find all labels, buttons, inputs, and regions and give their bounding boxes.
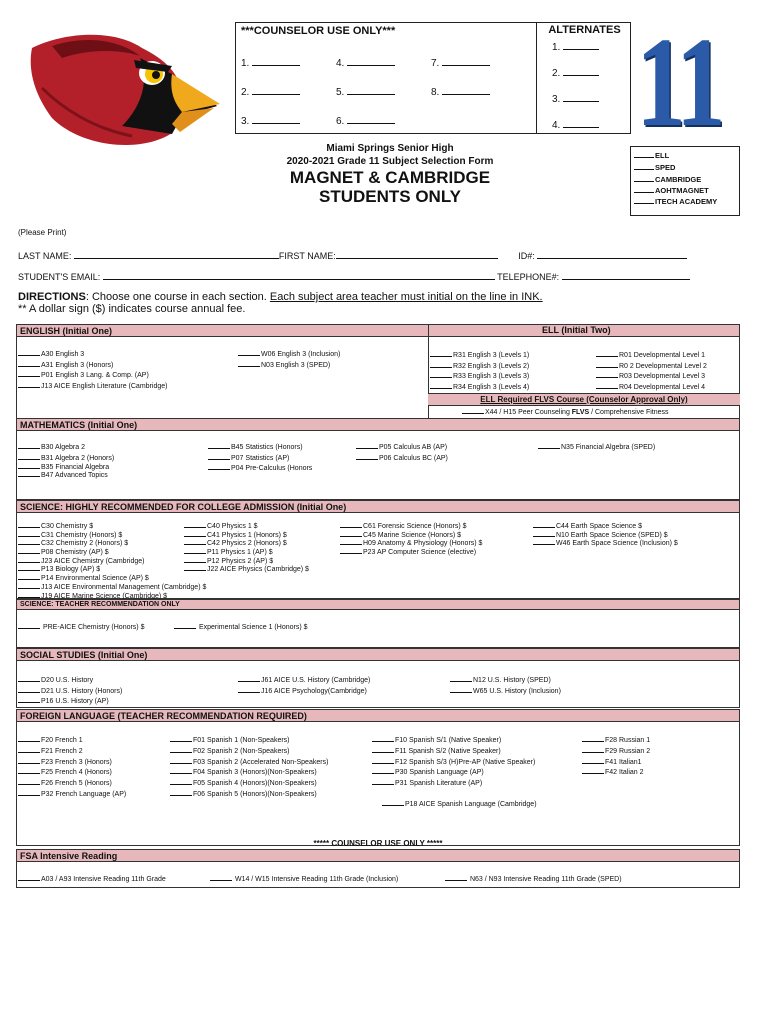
course-option[interactable]: P07 Statistics (AP) [208,452,312,463]
alternate-slot[interactable]: 3. [552,92,599,105]
course-option[interactable]: Experimental Science 1 (Honors) $ [174,621,308,634]
foreign-col2 [170,734,328,799]
program-item[interactable]: ITECH ACADEMY [634,196,739,207]
course-option[interactable]: C40 Physics 1 $ [184,520,309,529]
course-option[interactable]: C30 Chemistry $ [18,520,206,529]
counselor-footer: ***** COUNSELOR USE ONLY ***** [313,839,443,848]
english-header: ENGLISH (Initial One) [20,326,113,336]
course-option[interactable]: C44 Earth Space Science $ [533,520,678,529]
last-name-field[interactable] [74,249,279,259]
course-option[interactable]: N63 / N93 Intensive Reading 11th Grade (SPED) [445,873,622,886]
course-option[interactable]: P05 Calculus AB (AP) [356,441,448,452]
magnet-line-1: MAGNET & CAMBRIDGE [289,168,491,187]
counselor-slot[interactable]: 4. [336,56,395,69]
counselor-slot[interactable]: 1. [241,56,300,69]
course-option[interactable]: N35 Financial Algebra (SPED) [538,441,655,452]
course-option[interactable]: D20 U.S. History [18,674,122,685]
course-option[interactable]: P30 Spanish Language (AP) [372,766,535,777]
math-col4 [538,441,655,452]
course-option[interactable]: W06 English 3 (Inclusion) [238,348,340,359]
course-option[interactable]: J23 AICE Chemistry (Cambridge) [18,555,206,564]
course-option[interactable]: F25 French 4 (Honors) [18,766,126,777]
counselor-use-box [235,22,631,134]
social-col1 [18,674,122,706]
ell-col1 [430,349,529,391]
course-option[interactable]: F06 Spanish 5 (Honors)(Non-Speakers) [170,788,328,799]
ell-header: ELL (Initial Two) [542,325,611,335]
social-studies-header: SOCIAL STUDIES (Initial One) [16,648,740,661]
math-col3 [356,441,448,462]
course-option[interactable]: P31 Spanish Literature (AP) [372,777,535,788]
course-option[interactable]: P04 Pre-Calculus (Honors [208,462,312,473]
alternate-slot[interactable]: 1. [552,40,599,53]
fsa-header: FSA Intensive Reading [16,849,740,862]
counselor-slot[interactable]: 5. [336,85,395,98]
course-option[interactable]: F05 Spanish 4 (Honors)(Non-Speakers) [170,777,328,788]
fee-note: ** A dollar sign ($) indicates course annual fee. [18,303,246,315]
course-option[interactable]: B45 Statistics (Honors) [208,441,312,452]
program-item[interactable]: CAMBRIDGE [634,174,739,185]
course-option[interactable]: P13 Biology (AP) $ [18,563,206,572]
course-option[interactable]: R33 English 3 (Levels 3) [430,370,529,381]
course-option[interactable]: C32 Chemistry 2 (Honors) $ [18,537,206,546]
course-option[interactable]: R31 English 3 (Levels 1) [430,349,529,360]
course-option[interactable]: P08 Chemistry (AP) $ [18,546,206,555]
alternates-box [536,22,632,134]
math-header: MATHEMATICS (Initial One) [16,418,740,431]
first-name-field[interactable] [336,249,498,259]
counselor-slot[interactable]: 6. [336,114,395,127]
course-option[interactable]: C41 Physics 1 (Honors) $ [184,529,309,538]
alternate-slot[interactable]: 4. [552,118,599,131]
social-col3 [450,674,561,695]
course-option[interactable]: A30 English 3 [18,348,167,359]
alternate-slot[interactable]: 2. [552,66,599,79]
course-option[interactable]: W14 / W15 Intensive Reading 11th Grade (Inclusion) [210,873,398,886]
course-option[interactable]: R0 2 Developmental Level 2 [596,360,707,371]
course-option[interactable]: N03 English 3 (SPED) [238,359,340,370]
grade-number: 11 [636,11,721,153]
counselor-slot[interactable]: 7. [431,56,490,69]
course-option[interactable]: F03 Spanish 2 (Accelerated Non-Speakers) [170,756,328,767]
course-option[interactable]: X44 / H15 Peer Counseling FLVS / Comprehensive Fitness [462,406,669,419]
foreign-col4 [582,734,650,777]
course-option[interactable]: C61 Forensic Science (Honors) $ [340,520,482,529]
course-option[interactable]: F26 French 5 (Honors) [18,777,126,788]
counselor-box-title: ***COUNSELOR USE ONLY*** [241,25,396,37]
course-option[interactable]: J61 AICE U.S. History (Cambridge) [238,674,370,685]
course-option[interactable]: F10 Spanish S/1 (Native Speaker) [372,734,535,745]
course-option[interactable]: C45 Marine Science (Honors) $ [340,529,482,538]
course-option[interactable]: F41 Italian1 [582,756,650,767]
course-option[interactable]: W65 U.S. History (Inclusion) [450,685,561,696]
last-name-row: LAST NAME: FIRST NAME: ID#: [18,249,687,261]
alternates-title: ALTERNATES [548,24,621,36]
course-option[interactable]: N12 U.S. History (SPED) [450,674,561,685]
email-row: STUDENT'S EMAIL: TELEPHONE#: [18,270,690,282]
magnet-line-2: STUDENTS ONLY [318,187,461,206]
school-name: Miami Springs Senior High [326,143,454,154]
course-option[interactable]: J22 AICE Physics (Cambridge) $ [184,563,309,572]
math-col1 [18,441,114,478]
magnet-heading [235,168,545,206]
english-col1 [18,348,167,390]
course-option[interactable]: C42 Physics 2 (Honors) $ [184,537,309,546]
foreign-col3 [372,734,535,788]
foreign-col1 [18,734,126,799]
course-option[interactable]: P23 AP Computer Science (elective) [340,546,482,555]
course-option[interactable]: F21 French 2 [18,745,126,756]
science-col3 [340,520,482,555]
ell-flvs-header: ELL Required FLVS Course (Counselor Approval Only) [428,393,740,406]
science-header: SCIENCE: HIGHLY RECOMMENDED FOR COLLEGE ADMISSION (Initial One) [16,500,740,513]
science-col2 [184,520,309,572]
course-option[interactable]: F04 Spanish 3 (Honors)(Non-Speakers) [170,766,328,777]
program-item[interactable]: SPED [634,162,739,174]
course-option[interactable]: F29 Russian 2 [582,745,650,756]
course-option[interactable]: R34 English 3 (Levels 4) [430,381,529,392]
counselor-slot[interactable]: 8. [431,85,490,98]
directions: DIRECTIONS: Choose one course in each section. Each subject area teacher must initial on the line in INK. [18,291,543,303]
course-option[interactable]: R01 Developmental Level 1 [596,349,707,360]
course-option[interactable]: R32 English 3 (Levels 2) [430,360,529,371]
foreign-language-header: FOREIGN LANGUAGE (TEACHER RECOMMENDATION REQUIRED) [16,709,740,722]
form-title: 2020-2021 Grade 11 Subject Selection Form [286,156,494,167]
ell-col2 [596,349,707,391]
course-option[interactable]: F11 Spanish S/2 (Native Speaker) [372,745,535,756]
course-option[interactable]: PRE-AICE Chemistry (Honors) $ [18,621,144,634]
course-option[interactable]: W46 Earth Space Science (Inclusion) $ [533,537,678,546]
english-ell-header-bar [16,324,740,337]
course-option[interactable]: P14 Environmental Science (AP) $ [18,572,206,581]
course-option[interactable]: F01 Spanish 1 (Non-Speakers) [170,734,328,745]
social-col2 [238,674,370,695]
course-option[interactable]: N10 Earth Space Science (SPED) $ [533,529,678,538]
science-col4 [533,520,678,546]
id-field[interactable] [537,249,687,259]
course-option[interactable]: F23 French 3 (Honors) [18,756,126,767]
math-col2 [208,441,312,473]
course-option[interactable]: F28 Russian 1 [582,734,650,745]
course-option[interactable]: J13 AICE Environmental Management (Cambridge) $ [18,581,206,590]
course-option[interactable]: R03 Developmental Level 3 [596,370,707,381]
course-option[interactable]: D21 U.S. History (Honors) [18,685,122,696]
course-option[interactable]: B31 Algebra 2 (Honors) [18,452,114,461]
course-option[interactable]: R04 Developmental Level 4 [596,381,707,392]
course-option[interactable]: B35 Financial Algebra [18,461,114,469]
counselor-slot[interactable]: 3. [241,114,300,127]
program-item[interactable]: ELL [634,150,739,162]
course-option[interactable]: P32 French Language (AP) [18,788,126,799]
program-checklist [630,146,740,216]
telephone-field[interactable] [562,270,690,280]
course-option[interactable]: P18 AICE Spanish Language (Cambridge) [382,798,537,811]
science-teacher-header: SCIENCE: TEACHER RECOMMENDATION ONLY [16,599,740,610]
course-option[interactable]: J13 AICE English Literature (Cambridge) [18,380,167,391]
course-option[interactable]: P06 Calculus BC (AP) [356,452,448,463]
course-option[interactable]: H09 Anatomy & Physiology (Honors) $ [340,537,482,546]
course-option[interactable]: B47 Advanced Topics [18,469,114,478]
science-col1 [18,520,206,598]
cardinal-mascot-logo [22,28,222,163]
course-option[interactable]: J16 AICE Psychology(Cambridge) [238,685,370,696]
course-option[interactable]: P01 English 3 Lang. & Comp. (AP) [18,369,167,380]
course-option[interactable]: F02 Spanish 2 (Non-Speakers) [170,745,328,756]
course-option[interactable]: J19 AICE Marine Science (Cambridge) $ [18,590,206,599]
english-col2 [238,348,340,369]
course-option[interactable]: P12 Physics 2 (AP) $ [184,555,309,564]
please-print-note: (Please Print) [18,228,67,237]
program-item[interactable]: AOHTMAGNET [634,185,739,196]
course-option[interactable]: F12 Spanish S/3 (H)Pre-AP (Native Speaker) [372,756,535,767]
course-option[interactable]: F42 Italian 2 [582,766,650,777]
course-option[interactable]: C31 Chemistry (Honors) $ [18,529,206,538]
counselor-slot[interactable]: 2. [241,85,300,98]
course-option[interactable]: P16 U.S. History (AP) [18,695,122,706]
course-option[interactable]: P11 Physics 1 (AP) $ [184,546,309,555]
course-option[interactable]: F20 French 1 [18,734,126,745]
course-option[interactable]: A31 English 3 (Honors) [18,359,167,370]
email-field[interactable] [103,270,495,280]
course-option[interactable]: B30 Algebra 2 [18,441,114,452]
course-option[interactable]: A03 / A93 Intensive Reading 11th Grade [18,873,166,886]
